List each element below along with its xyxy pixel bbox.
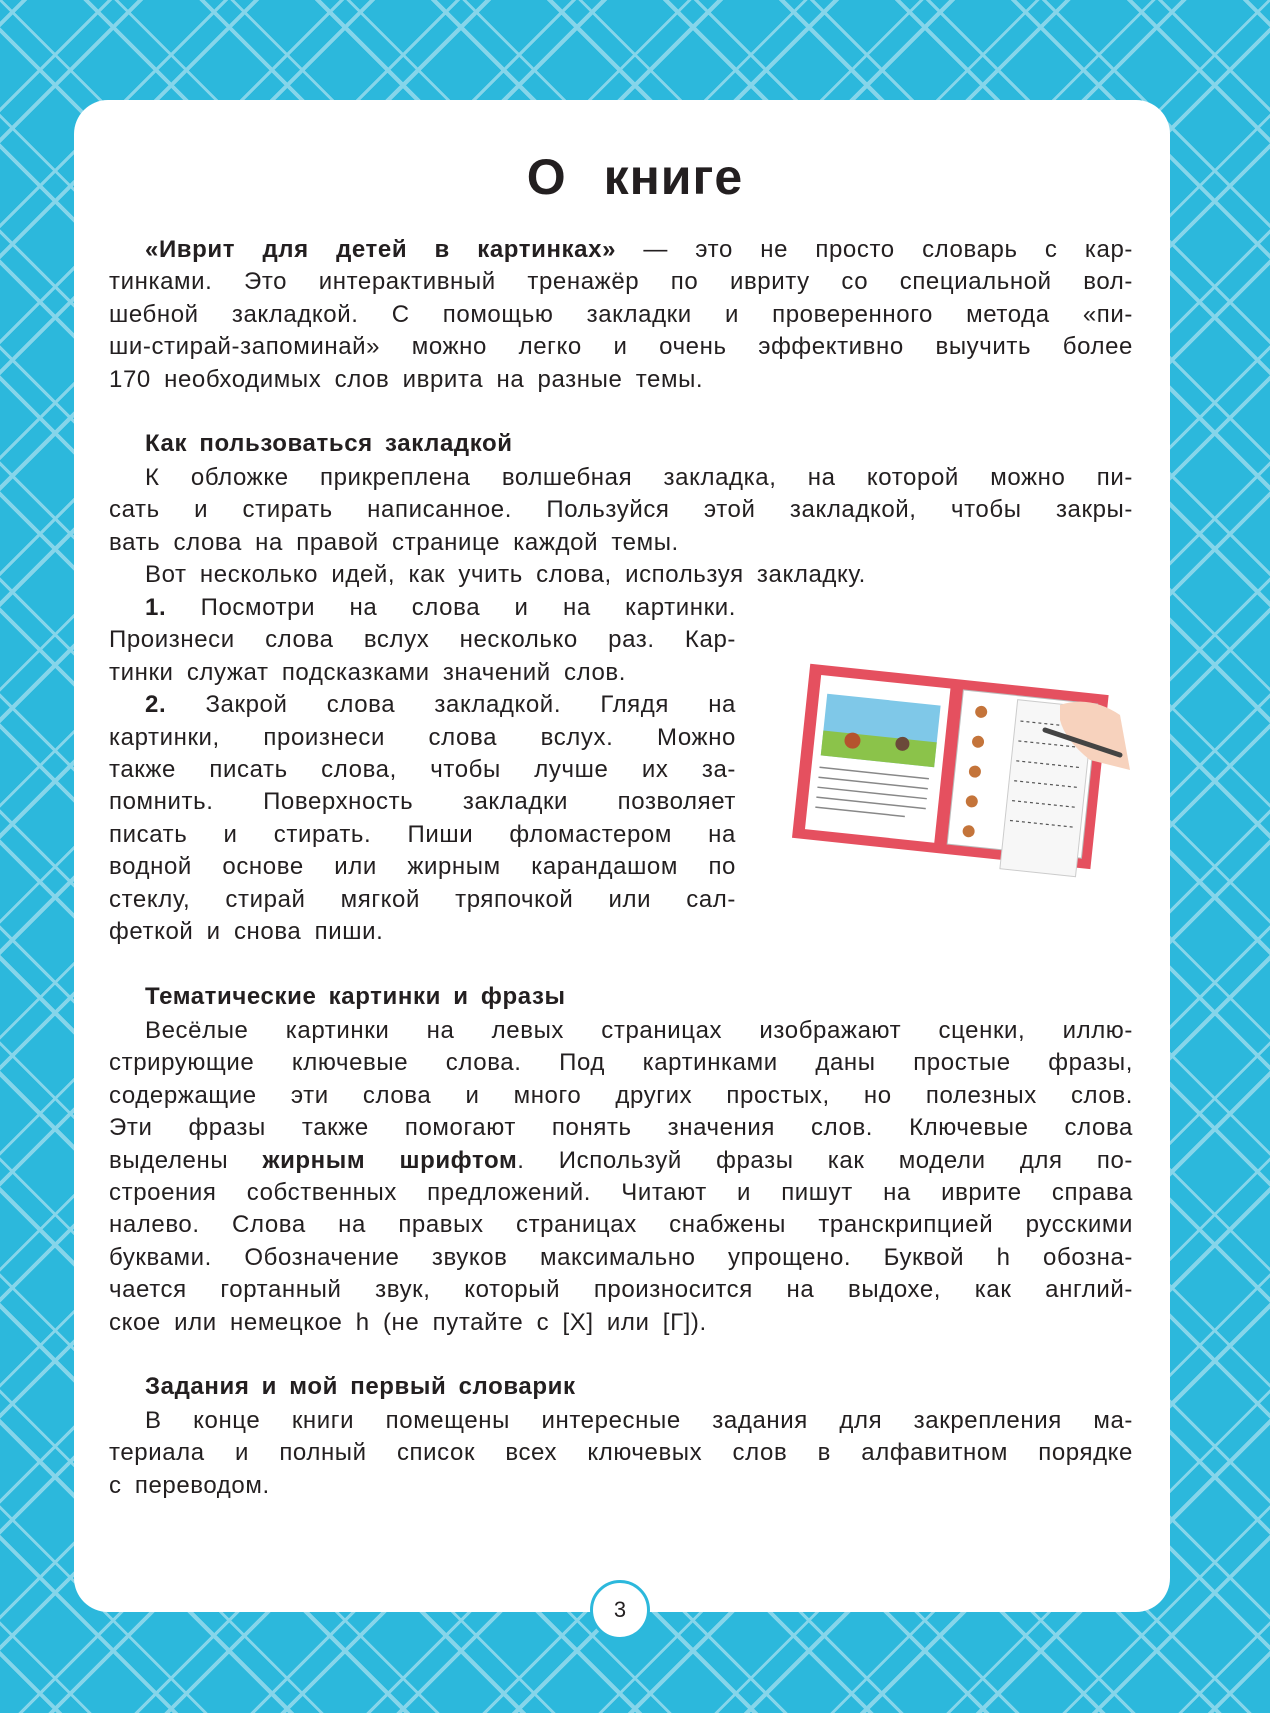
text-line: чается гортанный звук, который произносится на выдохе, как англий- (109, 1276, 1133, 1304)
text-line: также писать слова, чтобы лучше их за- (109, 755, 736, 783)
text-line: К обложке прикреплена волшебная закладка, на которой можно пи- (145, 464, 1133, 491)
text-line: Весёлые картинки на левых страницах изображают сценки, иллю- (145, 1017, 1133, 1044)
text-line: ское или немецкое h (не путайте с [Х] или [Г]). (109, 1308, 707, 1336)
text-line: водной основе или жирным карандашом по (109, 853, 736, 881)
text-segment: — это не просто словарь с кар- (616, 236, 1133, 263)
text-line (109, 689, 736, 721)
bold-text: 1. (145, 594, 167, 621)
text-line: Вот несколько идей, как учить слова, используя закладку. (145, 561, 866, 589)
text-line: ши-стирай-запоминай» можно легко и очень эффективно выучить более (109, 333, 1133, 361)
text-line: тинками. Это интерактивный тренажёр по ивриту со специальной вол- (109, 268, 1133, 296)
text-line (109, 592, 736, 624)
text-segment: . Используй фразы как модели для по- (517, 1146, 1133, 1174)
text-line: В конце книги помещены интересные задания для закрепления ма- (145, 1407, 1133, 1434)
bold-text: «Иврит для детей в картинках» (145, 236, 617, 263)
text-line (109, 1145, 1133, 1177)
text-line: буквами. Обозначение звуков максимально упрощено. Буквой h обозна- (109, 1243, 1133, 1271)
text-line: териала и полный список всех ключевых слов в алфавитном порядке (109, 1439, 1133, 1467)
text-line: шебной закладкой. С помощью закладки и проверенного метода «пи- (109, 300, 1133, 328)
text-line: Произнеси слова вслух несколько раз. Кар- (109, 626, 736, 654)
text-line: помнить. Поверхность закладки позволяет (109, 788, 736, 816)
text-line: строения собственных предложений. Читают и пишут на иврите справа (109, 1178, 1133, 1206)
text-line: феткой и снова пиши. (109, 917, 384, 945)
page-number: 3 (590, 1580, 650, 1640)
steps-paragraph (109, 592, 736, 948)
text-line: налево. Слова на правых страницах снабжены транскрипцией русскими (109, 1211, 1133, 1239)
text-line: тинки служат подсказками значений слов. (109, 658, 627, 686)
bold-text: 2. (145, 691, 167, 719)
text-line: стрирующие ключевые слова. Под картинками даны простые фразы, (109, 1049, 1133, 1077)
intro-paragraph (109, 234, 1133, 396)
text-line: с переводом. (109, 1471, 270, 1499)
text-line (109, 234, 1133, 266)
text-line: стеклу, стирай мягкой тряпочкой или сал- (109, 885, 736, 913)
bookmark-usage-illustration (790, 660, 1130, 885)
text-line: писать и стирать. Пиши фломастером на (109, 820, 736, 848)
text-segment: Посмотри на слова и на картинки. (166, 594, 736, 621)
bookmark-paragraph (109, 462, 1133, 592)
tasks-paragraph (109, 1405, 1133, 1502)
section-heading-bookmark: Как пользоваться закладкой (145, 430, 513, 457)
text-segment: выделены (109, 1146, 263, 1174)
text-line: сать и стирать написанное. Пользуйся этой закладкой, чтобы закры- (109, 496, 1133, 524)
text-line: 170 необходимых слов иврита на разные темы. (109, 365, 704, 393)
bold-text: жирным шрифтом (262, 1146, 518, 1174)
text-line: содержащие эти слова и много других простых, но полезных слов. (109, 1081, 1133, 1109)
section-heading-pictures: Тематические картинки и фразы (145, 983, 566, 1010)
text-segment: Закрой слова закладкой. Глядя на (166, 691, 736, 719)
text-line: вать слова на правой странице каждой темы. (109, 528, 679, 556)
text-line: Эти фразы также помогают понять значения слов. Ключевые слова (109, 1114, 1133, 1142)
section-heading-tasks: Задания и мой первый словарик (145, 1373, 576, 1400)
text-line: картинки, произнеси слова вслух. Можно (109, 723, 736, 751)
page-title: О книге (526, 149, 744, 205)
pictures-paragraph (109, 1015, 1133, 1339)
